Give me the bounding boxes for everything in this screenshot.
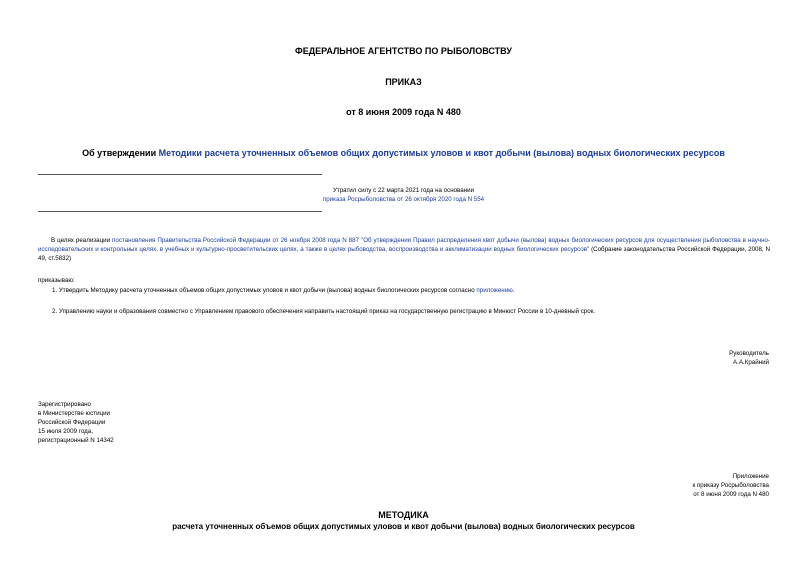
appendix-block — [692, 472, 769, 499]
signature-block — [729, 349, 769, 367]
order-item-2 — [38, 307, 770, 316]
appendix-line: Приложение — [732, 473, 769, 480]
method-subtitle: расчета уточненных объемов общих допустимых уловов и квот добычи (вылова) водных биологических ресурсов — [172, 522, 635, 531]
item-tail: . — [512, 287, 515, 294]
preamble-suffix: (Собрание законодательства Российской Федерации, 2008, N 49, ст.5832) — [38, 246, 770, 262]
appendix-line: от 8 июня 2009 года N 480 — [693, 491, 769, 498]
signature-role: Руководитель — [729, 350, 769, 357]
item-text: 1. Утвердить Методику расчета уточненных объемов общих допустимых уловов и квот добычи (вылова) водных биологических ресурсов согласно — [52, 287, 477, 294]
title-prefix: Об утверждении — [82, 148, 159, 158]
repeal-link[interactable]: приказа Росрыболовства от 26 октября 2020 года N 554 — [322, 196, 485, 203]
doc-title — [0, 148, 807, 158]
appendix-link[interactable]: приложению — [476, 287, 513, 294]
order-item-1 — [38, 286, 770, 295]
doc-date-number: от 8 июня 2009 года N 480 — [346, 107, 461, 117]
registration-line: 15 июля 2009 года, — [38, 428, 93, 435]
appendix-line: к приказу Росрыболовства — [692, 482, 769, 489]
doc-type: ПРИКАЗ — [385, 77, 422, 87]
preamble-prefix: В целях реализации — [51, 237, 113, 244]
divider-top — [38, 174, 322, 175]
title-link[interactable]: Методики расчета уточненных объемов общих допустимых уловов и квот добычи (вылова) водных биологических ресурсов — [158, 148, 725, 158]
registration-line: регистрационный N 14342 — [38, 437, 114, 444]
registration-block — [38, 400, 114, 445]
method-title: МЕТОДИКА — [378, 510, 429, 520]
signature-name: А.А.Крайний — [733, 359, 769, 366]
agency-name: ФЕДЕРАЛЬНОЕ АГЕНТСТВО ПО РЫБОЛОВСТВУ — [295, 46, 512, 56]
registration-line: Зарегистрировано — [38, 401, 91, 408]
order-word: приказываю: — [38, 277, 75, 284]
registration-line: в Министерстве юстиции — [38, 410, 111, 417]
repeal-line: Утратил силу с 22 марта 2021 года на основании — [332, 187, 475, 194]
resolution-link[interactable]: постановления Правительства Российской Федерации от 26 ноября 2008 года N 887 "Об утверждении Правил распределения квот добычи (вылова) водных биологических ресурсов для осуществления рыболовства в научно-исследовательских и контрольных целях, в учебных и культурно-просветительских целях, а также в целях рыбоводства, воспроизводства и акклиматизации водных биологических ресурсов" — [38, 237, 770, 253]
registration-line: Российской Федерации — [38, 419, 106, 426]
divider-bottom — [38, 211, 322, 212]
preamble — [38, 236, 770, 263]
repeal-notice — [0, 186, 807, 204]
item-text: 2. Управлению науки и образования совместно с Управлением правового обеспечения направить настоящий приказ на государственную регистрацию в Минюст России в 10-дневный срок. — [52, 308, 596, 315]
